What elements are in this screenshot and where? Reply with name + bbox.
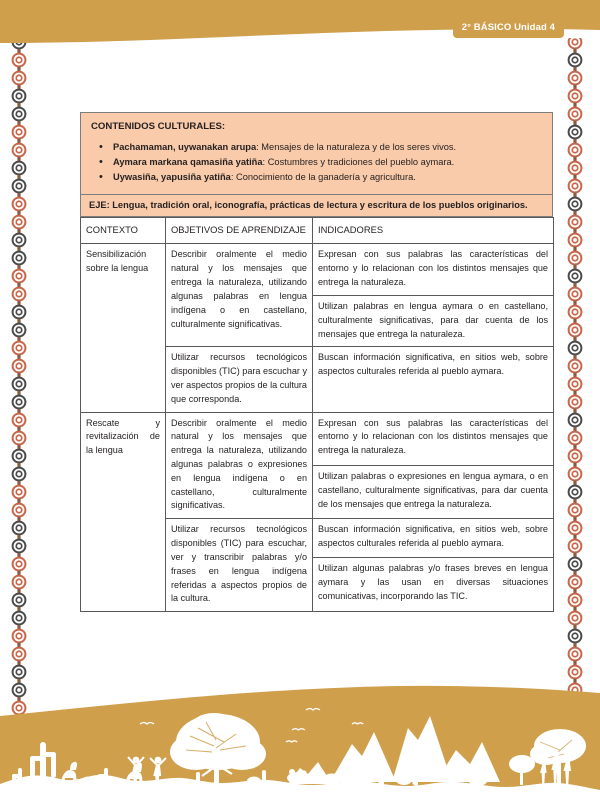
learning-objectives-table <box>80 217 554 612</box>
eje-bar <box>80 195 553 217</box>
left-ornament-strip <box>6 38 32 738</box>
eje-text: Lengua, tradición oral, iconografía, prácticas de lectura y escritura de los pueblos originarios. <box>109 200 528 211</box>
cultural-description: : Costumbres y tradiciones del pueblo aymara. <box>262 157 455 168</box>
table-header-row <box>81 218 554 244</box>
list-item <box>91 170 542 185</box>
cultural-term: Uywasiña, yapusiña yatiña <box>113 172 231 183</box>
cell-indicador: Utilizan algunas palabras y/o frases breves en lengua aymara y las usan en diversas situaciones comunicativas, incorporando las TIC. <box>313 558 554 612</box>
cell-indicador: Utilizan palabras en lengua aymara o en castellano, culturalmente significativas, para dar cuenta de los mensajes que entrega la naturaleza. <box>313 295 554 346</box>
cell-indicador: Utilizan palabras o expresiones en lengua aymara, o en castellano, culturalmente significativas, para dar cuenta de los mensajes que entrega la naturaleza. <box>313 465 554 518</box>
cell-objetivo: Describir oralmente el medio natural y los mensajes que entrega la naturaleza, utilizando algunas palabras en lengua indígena o en castellano, culturalmente significativas. <box>166 244 313 347</box>
cell-objetivo: Utilizar recursos tecnológicos disponibles (TIC) para escuchar, ver y transcribir palabras y/o frases en lengua indígena referidas a aspectos propios de la cultura. <box>166 519 313 612</box>
cell-indicador: Expresan con sus palabras las características del entorno y lo relacionan con los distintos mensajes que entrega la naturaleza. <box>313 244 554 295</box>
cultural-term: Aymara markana qamasiña yatiña <box>113 157 263 168</box>
cell-indicador: Buscan información significativa, en sitios web, sobre aspectos culturales referida al pueblo aymara. <box>313 519 554 558</box>
column-header-contexto: CONTEXTO <box>81 218 166 244</box>
column-header-objetivos: OBJETIVOS DE APRENDIZAJE <box>166 218 313 244</box>
cell-contexto: Sensibilización sobre la lengua <box>81 244 166 412</box>
table-row <box>81 244 554 295</box>
cultural-description: : Mensajes de la naturaleza y de los seres vivos. <box>256 142 457 152</box>
cell-indicador: Expresan con sus palabras las características del entorno y lo relacionan con los distintos mensajes que entrega la naturaleza. <box>313 412 554 465</box>
cell-contexto: Rescate y revitalización de la lengua <box>81 412 166 612</box>
cultural-contents-title: CONTENIDOS CULTURALES: <box>91 121 226 132</box>
cultural-term: Pachamaman, uywanakan arupa <box>113 142 257 152</box>
right-ornament-strip <box>562 38 588 738</box>
content-column <box>80 112 553 612</box>
footer-landscape-illustration <box>0 680 600 800</box>
unit-tab-label: 2° BÁSICO Unidad 4 <box>453 18 564 38</box>
eje-label: EJE: <box>89 200 110 211</box>
cell-indicador: Buscan información significativa, en sitios web, sobre aspectos culturales referida al pueblo aymara. <box>313 347 554 412</box>
list-item <box>91 140 542 155</box>
table-row <box>81 412 554 465</box>
cell-objetivo: Utilizar recursos tecnológicos disponibles (TIC) para escuchar y ver aspectos propios de la cultura que corresponda. <box>166 347 313 412</box>
list-item <box>91 155 542 170</box>
cultural-contents-box <box>80 112 553 195</box>
column-header-indicadores: INDICADORES <box>313 218 554 244</box>
cell-objetivo: Describir oralmente el medio natural y los mensajes que entrega la naturaleza, utilizando algunas palabras o expresiones en lengua indígena o en castellano, culturalmente significativas. <box>166 412 313 519</box>
cultural-contents-list <box>91 140 542 185</box>
cultural-description: : Conocimiento de la ganadería y agricultura. <box>230 172 416 183</box>
